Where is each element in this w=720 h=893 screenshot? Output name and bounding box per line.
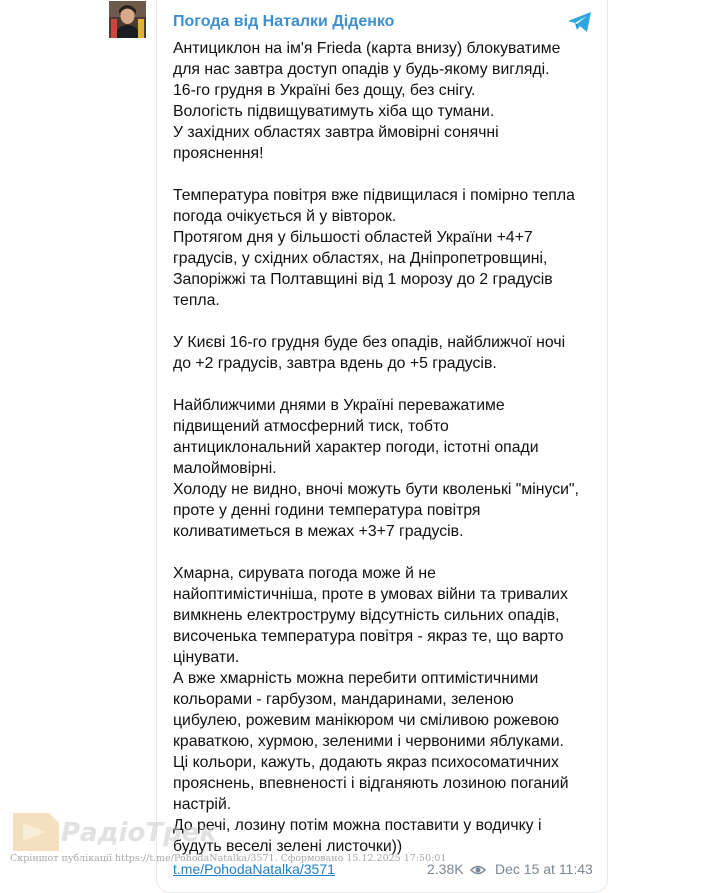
text-line: прояснень, впевненості і відганяють лозиною поганий <box>173 775 569 792</box>
view-count: 2.38K <box>427 861 464 877</box>
text-line: Хмарна, сирувата погода може й не <box>173 565 436 582</box>
text-line: настрій. <box>173 796 232 813</box>
telegram-icon[interactable] <box>567 10 593 34</box>
text-line: тепла. <box>173 292 220 309</box>
text-line: До речі, лозину потім можна поставити у водичку і <box>173 817 542 834</box>
text-line: А вже хмарність можна перебити оптимістичними <box>173 670 539 687</box>
text-line: кольорами - гарбузом, мандаринами, зеленою <box>173 691 514 708</box>
text-line: Протягом дня у більшості областей України +4+7 <box>173 229 533 246</box>
text-line: краваткою, хурмою, зеленими і червоними яблуками. <box>173 733 564 750</box>
text-line: градусів, у східних областях, на Дніпропетровщині, <box>173 250 548 267</box>
text-line: проте у денні години температура повітря <box>173 502 481 519</box>
post-date[interactable]: Dec 15 at 11:43 <box>495 861 593 877</box>
text-line: Вологість підвищуватимуть хіба що тумани. <box>173 103 495 120</box>
blank-line <box>173 542 598 563</box>
blank-line <box>173 164 598 185</box>
post-footer <box>173 861 597 881</box>
text-line: до +2 градусів, завтра вдень до +5 градусів. <box>173 355 497 372</box>
post-text <box>173 38 598 857</box>
text-line: будуть веселі зелені листочки)) <box>173 838 403 855</box>
text-line: Найближчими днями в Україні переважатиме <box>173 397 505 414</box>
blank-line <box>173 311 598 332</box>
text-line: Ці кольори, кажуть, додають якраз психосоматичних <box>173 754 559 771</box>
text-line: височенька температура повітря - якраз те, що варто <box>173 628 564 645</box>
eye-icon <box>470 864 486 876</box>
text-line: У західних областях завтра ймовірні сонячні <box>173 124 499 141</box>
radiotrek-logo <box>9 811 217 853</box>
post-link[interactable]: t.me/PohodaNatalka/3571 <box>173 861 335 877</box>
text-line: прояснення! <box>173 145 264 162</box>
text-line: Антициклон на ім'я Frieda (карта внизу) блокуватиме <box>173 40 561 57</box>
avatar-photo <box>109 1 146 38</box>
text-line: для нас завтра доступ опадів у будь-якому вигляді. <box>173 61 550 78</box>
text-line: Холоду не видно, вночі можуть бути кволенькі "мінуси", <box>173 481 579 498</box>
text-line: коливатиметься в межах +3+7 градусів. <box>173 523 464 540</box>
text-line: цибулею, рожевим манікюром чи сміливою рожевою <box>173 712 560 729</box>
text-line: 16-го грудня в Україні без дощу, без снігу. <box>173 82 476 99</box>
watermark-caption: Скріншот публікації https://t.me/PohodaNatalka/3571. Сформовано 15.12.2025 17:50:01 <box>10 853 447 864</box>
text-line: Температура повітря вже підвищилася і помірно тепла <box>173 187 575 204</box>
blank-line <box>173 374 598 395</box>
channel-name[interactable]: Погода від Наталки Діденко <box>173 13 395 30</box>
text-line: погода очікується й у вівторок. <box>173 208 397 225</box>
text-line: антициклональний характер погоди, істотні опади <box>173 439 539 456</box>
logo-text: РадіоТрек <box>61 818 217 848</box>
text-line: підвищений атмосферний тиск, тобто <box>173 418 449 435</box>
text-line: найоптимістичніша, проте в умовах війни та тривалих <box>173 586 568 603</box>
text-line: Запоріжжі та Полтавщині від 1 морозу до 2 градусів <box>173 271 553 288</box>
text-line: У Києві 16-го грудня буде без опадів, найближчої ночі <box>173 334 566 351</box>
channel-avatar[interactable] <box>109 1 146 38</box>
text-line: вимкнень електроструму відсутність сильних опадів, <box>173 607 560 624</box>
text-line: цінувати. <box>173 649 240 666</box>
text-line: малоймовірні. <box>173 460 277 477</box>
